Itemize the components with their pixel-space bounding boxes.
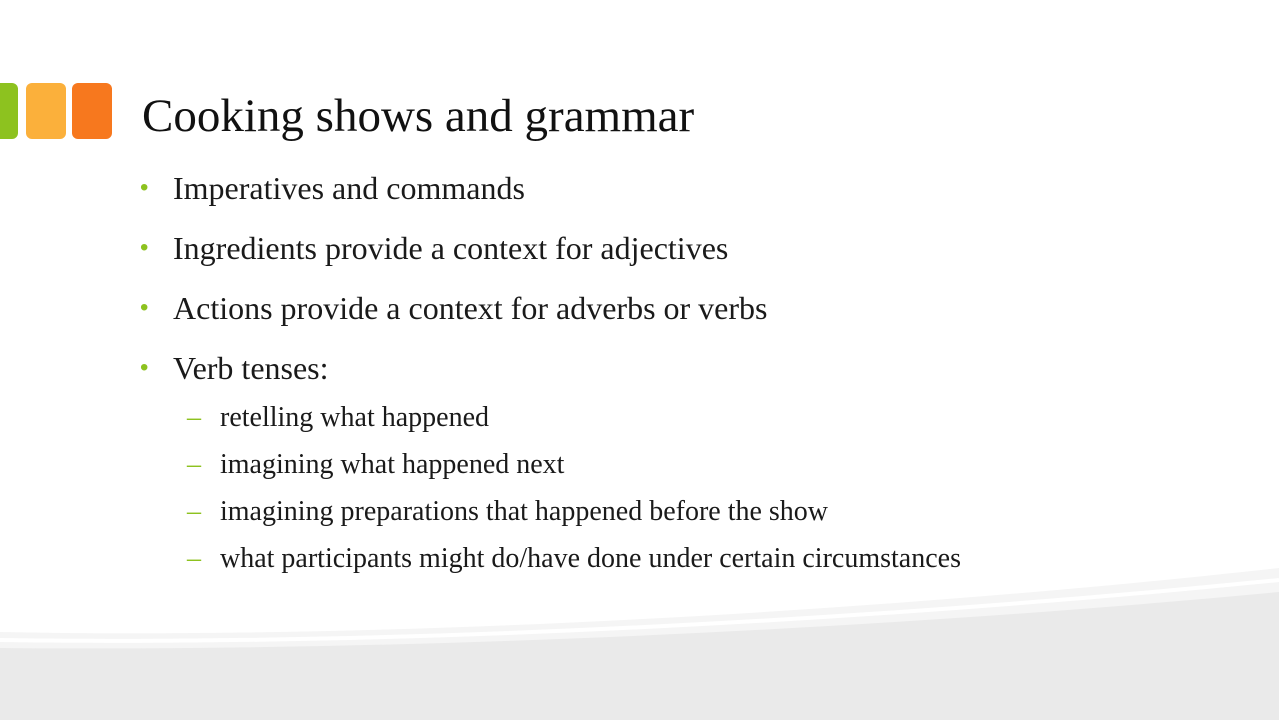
- sub-bullet-item: [187, 544, 987, 574]
- sub-bullet-dash: –: [187, 402, 201, 433]
- sub-bullet-list: [187, 403, 987, 591]
- bullet-marker: •: [140, 294, 149, 321]
- sub-bullet-text: retelling what happened: [220, 402, 490, 433]
- sub-bullet-item: [187, 497, 987, 527]
- bullet-text: Ingredients provide a context for adjectives: [173, 230, 729, 266]
- bullet-text: Imperatives and commands: [173, 170, 525, 206]
- sub-bullet-dash: –: [187, 543, 201, 574]
- sub-bullet-text: what participants might do/have done under certain circumstances: [220, 543, 961, 574]
- bullet-marker: •: [140, 234, 149, 261]
- sub-bullet-dash: –: [187, 449, 201, 480]
- bullet-item: [140, 228, 1020, 268]
- sub-bullet-item: [187, 403, 987, 433]
- bullet-text: Actions provide a context for adverbs or verbs: [173, 290, 768, 326]
- bullet-list: [140, 168, 1020, 408]
- bullet-marker: •: [140, 354, 149, 381]
- accent-block-orange: [72, 83, 112, 139]
- title-accent-blocks: [0, 83, 115, 139]
- bullet-item: [140, 348, 1020, 388]
- bullet-marker: •: [140, 174, 149, 201]
- bullet-text: Verb tenses:: [173, 350, 329, 386]
- sub-bullet-dash: –: [187, 496, 201, 527]
- slide-title: Cooking shows and grammar: [142, 90, 695, 142]
- sub-bullet-item: [187, 450, 987, 480]
- accent-block-green: [0, 83, 18, 139]
- sub-bullet-text: imagining preparations that happened before the show: [220, 496, 829, 527]
- accent-block-yellow: [26, 83, 66, 139]
- bullet-item: [140, 168, 1020, 208]
- bullet-item: [140, 288, 1020, 328]
- sub-bullet-text: imagining what happened next: [220, 449, 565, 480]
